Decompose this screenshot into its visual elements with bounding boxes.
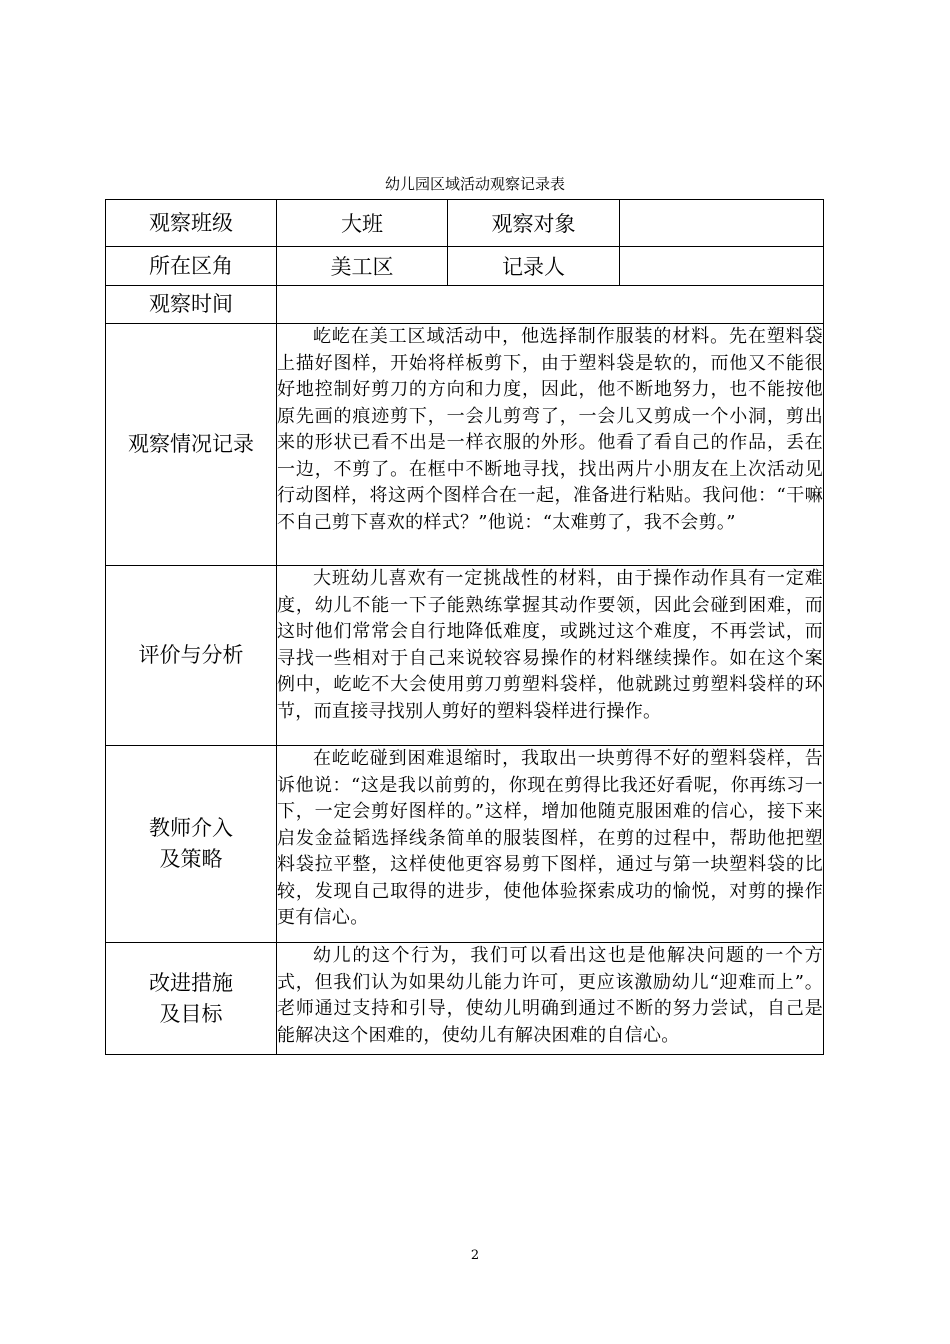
table-row <box>106 324 824 566</box>
improvement-measures-label <box>106 943 277 1055</box>
recorder-label: 记录人 <box>448 247 620 286</box>
table-row <box>106 286 824 324</box>
improvement-measures-text: 幼儿的这个行为，我们可以看出这也是他解决问题的一个方式，但我们认为如果幼儿能力许可，更应该激励幼儿“迎难而上”。老师通过支持和引导，使幼儿明确到通过不断的努力尝试，自己是能解决这个困难的，使幼儿有解决困难的自信心。 <box>277 943 824 1055</box>
teacher-intervention-label-line1: 教师介入 <box>149 816 233 840</box>
teacher-intervention-label-line2: 及策略 <box>159 847 223 871</box>
improvement-measures-label-line2: 及目标 <box>159 1001 223 1026</box>
observation-record-text: 屹屹在美工区域活动中，他选择制作服装的材料。先在塑料袋上描好图样，开始将样板剪下，由于塑料袋是软的，而他又不能很好地控制好剪刀的方向和力度，因此，他不断地努力，也不能按他原先画的痕迹剪下，一会儿剪弯了，一会儿又剪成一个小洞，剪出来的形状已看不出是一样衣服的外形。他看了看自己的作品，丢在一边，不剪了。在框中不断地寻找，找出两片小朋友在上次活动见行动图样，将这两个图样合在一起，准备进行粘贴。我问他：“干嘛不自己剪下喜欢的样式？”他说：“太难剪了，我不会剪。” <box>277 324 824 566</box>
table-row <box>106 200 824 247</box>
teacher-intervention-text: 在屹屹碰到困难退缩时，我取出一块剪得不好的塑料袋样，告诉他说：“这是我以前剪的，你现在剪得比我还好看呢，你再练习一下，一定会剪好图样的。”这样，增加他随克服困难的信心，接下来启发金益韬选择线条简单的服装图样，在剪的过程中，帮助他把塑料袋拉平整，这样使他更容易剪下图样，通过与第一块塑料袋的比较，发现自己取得的进步，使他体验探索成功的愉悦，对剪的操作更有信心。 <box>277 746 824 943</box>
class-value: 大班 <box>277 200 448 247</box>
table-row <box>106 746 824 943</box>
area-value: 美工区 <box>277 247 448 286</box>
evaluation-analysis-text: 大班幼儿喜欢有一定挑战性的材料，由于操作动作具有一定难度，幼儿不能一下子能熟练掌握其动作要领，因此会碰到困难，而这时他们常常会自行地降低难度，或跳过这个难度，不再尝试，而寻找一些相对于自己来说较容易操作的材料继续操作。如在这个案例中，屹屹不大会使用剪刀剪塑料袋样，他就跳过剪塑料袋样的环节，而直接寻找别人剪好的塑料袋样进行操作。 <box>277 566 824 746</box>
observation-record-table <box>105 199 824 1055</box>
time-value <box>277 286 824 324</box>
evaluation-analysis-label: 评价与分析 <box>106 566 277 746</box>
page-number: 2 <box>470 1248 480 1263</box>
table-row <box>106 247 824 286</box>
recorder-value <box>620 247 824 286</box>
class-label: 观察班级 <box>106 200 277 247</box>
time-label: 观察时间 <box>106 286 277 324</box>
table-row <box>106 566 824 746</box>
target-value <box>620 200 824 247</box>
document-title: 幼儿园区域活动观察记录表 <box>384 175 565 193</box>
teacher-intervention-label <box>106 746 277 943</box>
area-label: 所在区角 <box>106 247 277 286</box>
improvement-measures-label-line1: 改进措施 <box>149 970 233 995</box>
observation-record-label: 观察情况记录 <box>106 324 277 566</box>
target-label: 观察对象 <box>448 200 620 247</box>
table-row <box>106 943 824 1055</box>
